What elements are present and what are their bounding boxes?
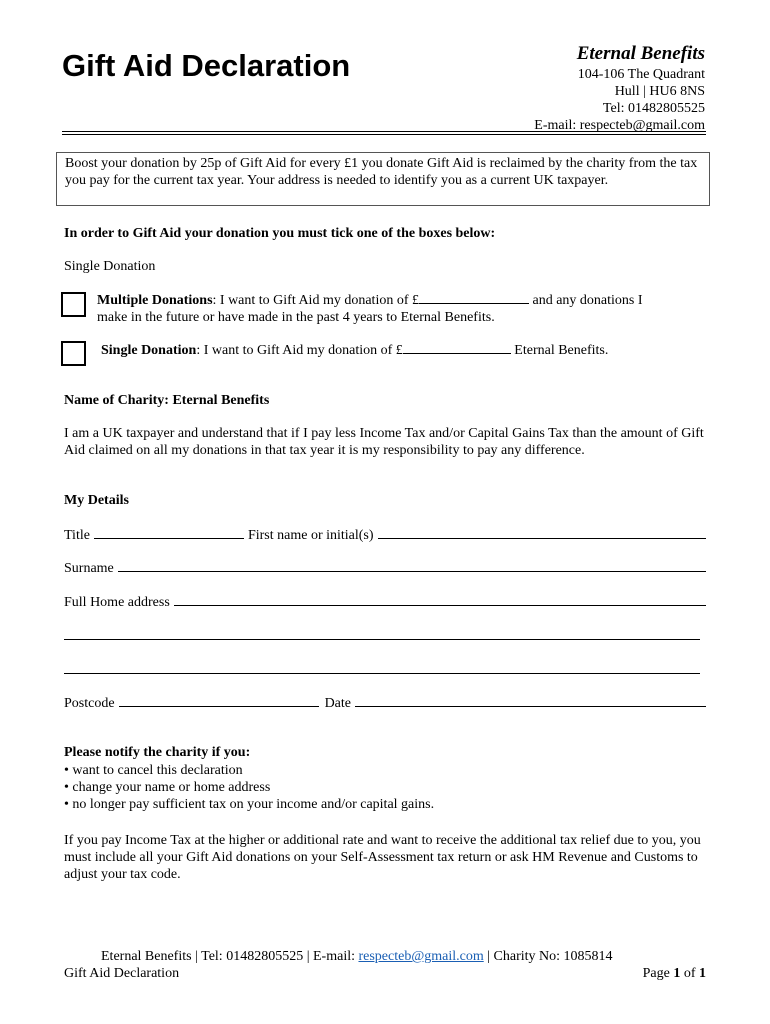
first-name-label: First name or initial(s) xyxy=(247,528,374,543)
date-label: Date xyxy=(324,696,351,711)
footer-charity-number: | Charity No: 1085814 xyxy=(483,949,613,964)
postcode-label: Postcode xyxy=(64,696,115,711)
footer-contact-text: Eternal Benefits | Tel: 01482805525 | E-mail: xyxy=(101,949,359,964)
address-line-2: Hull | HU6 8NS xyxy=(614,84,705,99)
organization-name: Eternal Benefits xyxy=(576,43,705,64)
notify-item-cancel: • want to cancel this declaration xyxy=(64,762,434,779)
header-divider-bottom xyxy=(62,134,706,135)
multiple-donations-option xyxy=(97,291,707,326)
address-line-1: 104-106 The Quadrant xyxy=(577,67,705,82)
multiple-donations-checkbox[interactable] xyxy=(61,292,86,317)
header-divider-top xyxy=(62,131,706,132)
address-field-line-1[interactable] xyxy=(174,593,706,606)
notify-item-change: • change your name or home address xyxy=(64,779,434,796)
address-field-line-3[interactable] xyxy=(64,673,700,674)
address-field-line-2[interactable] xyxy=(64,639,700,640)
footer-email-link[interactable]: respecteb@gmail.com xyxy=(358,949,484,964)
multiple-donations-text-line2: make in the future or have made in the past 4 years to Eternal Benefits. xyxy=(97,310,495,325)
single-donation-option xyxy=(101,341,701,359)
single-donation-checkbox[interactable] xyxy=(61,341,86,366)
address-label: Full Home address xyxy=(64,595,170,610)
title-label: Title xyxy=(64,528,90,543)
my-details-heading: My Details xyxy=(64,493,129,508)
date-field[interactable] xyxy=(355,694,706,707)
higher-rate-note: If you pay Income Tax at the higher or additional rate and want to receive the additional tax relief due to you, you must include all your Gift Aid donations on your Self-Assessment tax return or ask HM Revenue and Customs to adjust your tax code. xyxy=(64,833,701,882)
title-name-row xyxy=(64,526,706,544)
page-current: 1 xyxy=(673,966,681,981)
multiple-donations-text-after: and any donations I xyxy=(529,293,643,308)
intro-box: Boost your donation by 25p of Gift Aid for every £1 you donate Gift Aid is reclaimed by the charity from the tax you pay for the current tax year. Your address is needed to identify you as a current UK taxpayer. xyxy=(56,152,710,206)
multiple-donations-label: Multiple Donations xyxy=(97,293,213,308)
multiple-donation-amount-field[interactable] xyxy=(419,291,529,304)
page-title: Gift Aid Declaration xyxy=(62,48,351,83)
telephone: Tel: 01482805525 xyxy=(602,101,705,116)
page-number xyxy=(643,965,706,982)
multiple-donations-text: : I want to Gift Aid my donation of £ xyxy=(212,293,419,308)
email: E-mail: respecteb@gmail.com xyxy=(534,118,705,133)
surname-row xyxy=(64,559,706,577)
single-donation-text: : I want to Gift Aid my donation of £ xyxy=(196,343,403,358)
notify-heading: Please notify the charity if you: xyxy=(64,745,251,760)
postcode-field[interactable] xyxy=(119,694,319,707)
single-donation-text-after: Eternal Benefits. xyxy=(510,343,609,358)
single-donation-label: Single Donation xyxy=(101,343,197,358)
notify-item-tax: • no longer pay sufficient tax on your income and/or capital gains. xyxy=(64,796,434,813)
address-row xyxy=(64,593,706,611)
charity-name: Name of Charity: Eternal Benefits xyxy=(64,393,270,408)
first-name-field[interactable] xyxy=(378,526,706,539)
instruction-text: In order to Gift Aid your donation you must tick one of the boxes below: xyxy=(64,226,496,241)
footer-contact-line xyxy=(101,948,613,965)
surname-field[interactable] xyxy=(118,559,706,572)
notify-list xyxy=(64,762,434,813)
single-donation-amount-field[interactable] xyxy=(403,341,511,354)
surname-label: Surname xyxy=(64,561,114,576)
organization-block xyxy=(534,42,705,134)
page-word: Page xyxy=(642,966,674,981)
single-donation-heading: Single Donation xyxy=(64,259,156,274)
page-of: of xyxy=(680,966,699,981)
taxpayer-statement: I am a UK taxpayer and understand that if I pay less Income Tax and/or Capital Gains Tax than the amount of Gift Aid claimed on all my donations in that tax year it is my responsibility to pay any difference. xyxy=(64,426,704,458)
footer-document-name: Gift Aid Declaration xyxy=(64,966,180,981)
page-total: 1 xyxy=(699,966,706,981)
postcode-date-row xyxy=(64,694,706,712)
title-field[interactable] xyxy=(94,526,244,539)
